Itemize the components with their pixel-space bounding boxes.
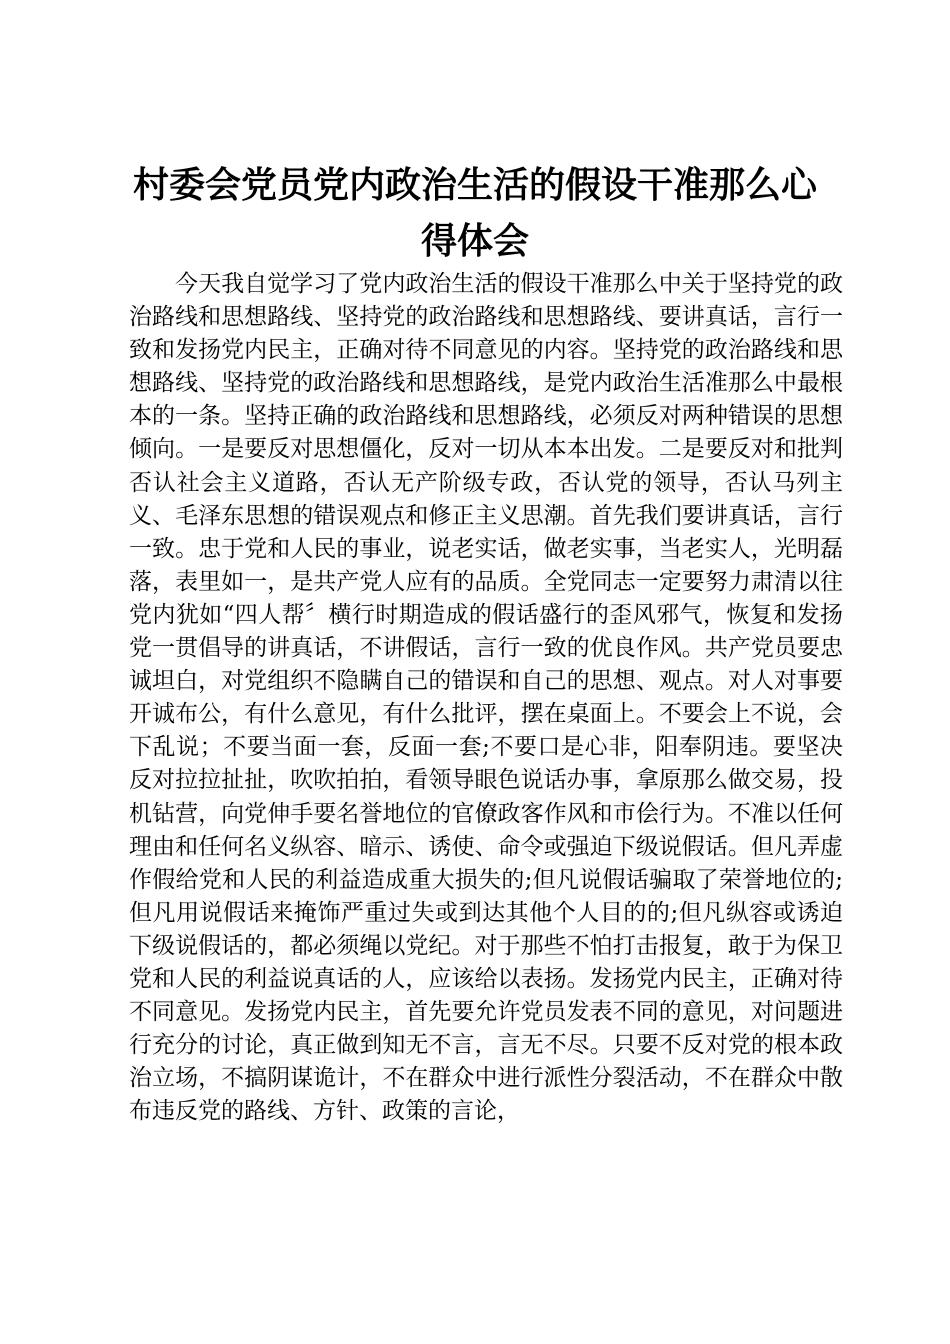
- document-title: 村委会党员党内政治生活的假设干准那么心得体会: [132, 165, 817, 262]
- document-body-paragraph: 今天我自觉学习了党内政治生活的假设干准那么中关于坚持党的政治路线和思想路线、坚持党的政治路线和思想路线、要讲真话，言行一致和发扬党内民主，正确对待不同意见的内容。坚持党的政治路线和思想路线、坚持党的政治路线和思想路线，是党内政治生活准那么中最根本的一条。坚持正确的政治路线和思想路线，必须反对两种错误的思想倾向。一是要反对思想僵化，反对一切从本本出发。二是要反对和批判否认社会主义道路，否认无产阶级专政，否认党的领导，否认马列主义、毛泽东思想的错误观点和修正主义思潮。首先我们要讲真话，言行一致。忠于党和人民的事业，说老实话，做老实事，当老实人，光明磊落，表里如一，是共产党人应有的品质。全党同志一定要努力肃清以往党内犹如“四人帮〞横行时期造成的假话盛行的歪风邪气，恢复和发扬党一贯倡导的讲真话，不讲假话，言行一致的优良作风。共产党员要忠诚坦白，对党组织不隐瞒自己的错误和自己的思想、观点。对人对事要开诚布公，有什么意见，有什么批评，摆在桌面上。不要会上不说，会下乱说；不要当面一套，反面一套;不要口是心非，阳奉阴违。要坚决反对拉拉扯扯，吹吹拍拍，看领导眼色说话办事，拿原那么做交易，投机钻营，向党伸手要名誉地位的官僚政客作风和市侩行为。不准以任何理由和任何名义纵容、暗示、诱使、命令或强迫下级说假话。但凡弄虚作假给党和人民的利益造成重大损失的;但凡说假话骗取了荣誉地位的;但凡用说假话来掩饰严重过失或到达其他个人目的的;但凡纵容或诱迫下级说假话的，都必须绳以党纪。对于那些不怕打击报复，敢于为保卫党和人民的利益说真话的人，应该给以表扬。发扬党内民主，正确对待不同意见。发扬党内民主，首先要允许党员发表不同的意见，对问题进行充分的讨论，真正做到知无不言，言无不尽。只要不反对党的根本政治立场，不搞阴谋诡计，不在群众中进行派性分裂活动，不在群众中散布违反党的路线、方针、政策的言论，: [129, 271, 843, 1125]
